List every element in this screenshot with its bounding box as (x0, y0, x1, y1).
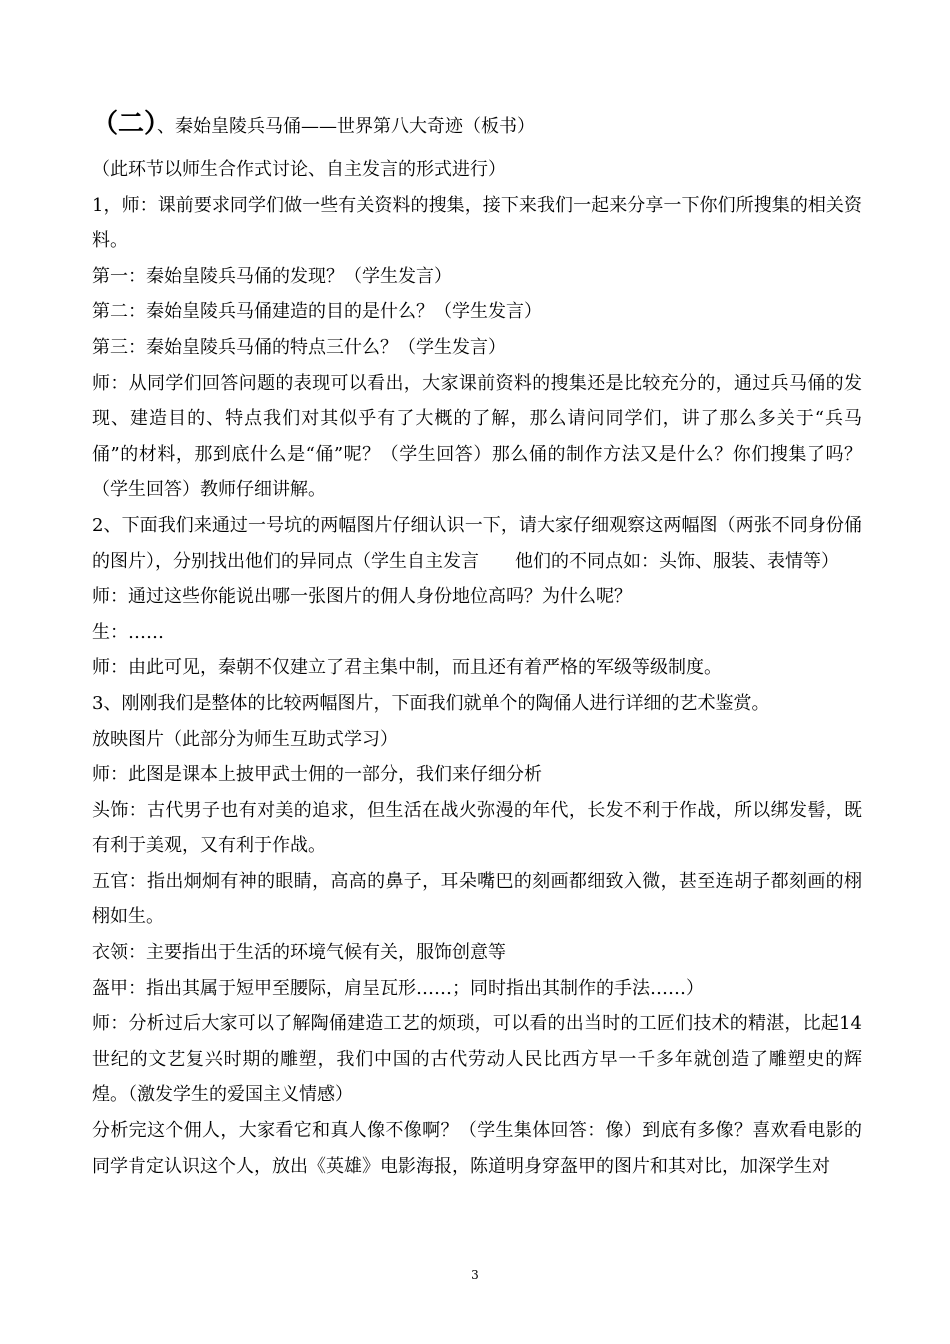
document-body (92, 152, 862, 1184)
paragraph: 第三：秦始皇陵兵马俑的特点三什么？（学生发言） (92, 336, 506, 358)
paragraph: 师：由此可见，秦朝不仅建立了君主集中制，而且还有着严格的军级等级制度。 (92, 657, 722, 679)
paragraph: 放映图片（此部分为师生互助式学习） (92, 728, 398, 750)
page-number: 3 (471, 1268, 479, 1282)
paragraph: 生：…… (92, 621, 164, 643)
paragraph: 盔甲：指出其属于短甲至腰际，肩呈瓦形……；同时指出其制作的手法……） (92, 977, 704, 999)
paragraph: 2、下面我们来通过一号坑的两幅图片仔细认识一下，请大家仔细观察这两幅图（两张不同身份俑的图片），分别找出他们的异同点（学生自主发言 他们的不同点如：头饰、服装、表情等） (92, 514, 862, 572)
paragraph: 头饰：古代男子也有对美的追求，但生活在战火弥漫的年代，长发不利于作战，所以绑发髻，既有利于美观，又有利于作战。 (92, 799, 862, 857)
paragraph: （此环节以师生合作式讨论、自主发言的形式进行） (92, 159, 506, 180)
section-title: 、秦始皇陵兵马俑——世界第八大奇迹（板书） (157, 116, 536, 137)
paragraph: 分析完这个佣人，大家看它和真人像不像啊？（学生集体回答：像）到底有多像？喜欢看电影的同学肯定认识这个人，放出《英雄》电影海报，陈道明身穿盔甲的图片和其对比，加深学生对 (92, 1120, 862, 1177)
paragraph: 第一：秦始皇陵兵马俑的发现？（学生发言） (92, 265, 452, 287)
paragraph: 第二：秦始皇陵兵马俑建造的目的是什么？（学生发言） (92, 301, 542, 323)
paragraph: 师：此图是课本上披甲武士佣的一部分，我们来仔细分析 (92, 764, 542, 786)
paragraph: 1，师：课前要求同学们做一些有关资料的搜集，接下来我们一起来分享一下你们所搜集的相关资料。 (92, 194, 862, 252)
section-number: （二） (92, 109, 158, 139)
paragraph: 师：分析过后大家可以了解陶俑建造工艺的烦琐，可以看的出当时的工匠们技术的精湛，比起14世纪的文艺复兴时期的雕塑，我们中国的古代劳动人民比西方早一千多年就创造了雕塑史的辉煌。（激发学生的爱国主义情感） (92, 1013, 862, 1106)
paragraph: 五官：指出炯炯有神的眼睛，高高的鼻子，耳朵嘴巴的刻画都细致入微，甚至连胡子都刻画的栩栩如生。 (92, 870, 862, 928)
paragraph: 衣领：主要指出于生活的环境气候有关，服饰创意等 (92, 942, 506, 964)
paragraph: 师：通过这些你能说出哪一张图片的佣人身份地位高吗？为什么呢？ (92, 586, 632, 608)
paragraph: 3、刚刚我们是整体的比较两幅图片，下面我们就单个的陶俑人进行详细的艺术鉴赏。 (92, 692, 770, 714)
paragraph: 师：从同学们回答问题的表现可以看出，大家课前资料的搜集还是比较充分的，通过兵马俑的发现、建造目的、特点我们对其似乎有了大概的了解，那么请问同学们，讲了那么多关于“兵马俑”的材料，那到底什么是“俑”呢？（学生回答）那么俑的制作方法又是什么？你们搜集了吗？（学生回答）教师仔细讲解。 (92, 372, 862, 501)
section-heading (92, 110, 535, 141)
